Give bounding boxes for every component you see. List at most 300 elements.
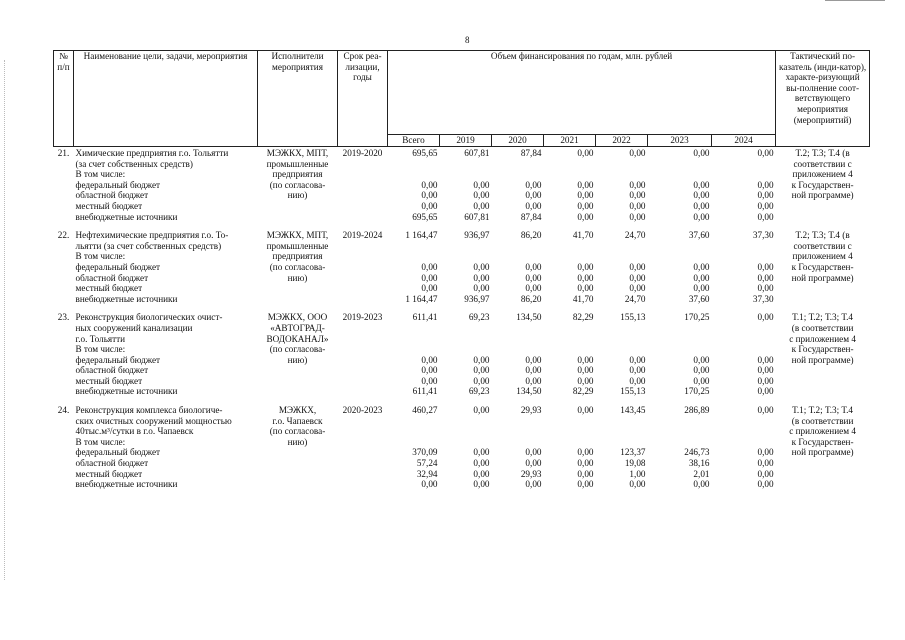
row-value: 0,00 (525, 261, 542, 272)
row-value: 0,00 (473, 190, 490, 201)
header-executors: Исполнители мероприятия (258, 51, 338, 147)
row-name-line: внебюджетные источники (75, 293, 178, 304)
row-name-line: федеральный бюджет (75, 179, 161, 190)
row-value: 0,00 (473, 405, 490, 416)
row-executor-line: (по согласова- (269, 179, 326, 190)
row-value: 0,00 (473, 179, 490, 190)
blank-line (598, 334, 646, 345)
row-executor-line: (по согласова- (269, 344, 326, 355)
row-indicator-line: ной программе) (791, 354, 854, 365)
row-name-line: местный бюджет (75, 200, 143, 211)
blank-line (442, 334, 490, 345)
row-value: 0,00 (525, 447, 542, 458)
blank-line (442, 437, 490, 448)
row-value-col (544, 405, 596, 498)
row-value: 29,93 (520, 468, 542, 479)
row-name-line: местный бюджет (75, 468, 143, 479)
row-value: 0,00 (525, 283, 542, 294)
row-value-col (648, 312, 712, 405)
row-value: 0,00 (693, 272, 710, 283)
row-value: 57,24 (416, 458, 438, 469)
row-name-line: внебюджетные источники (75, 386, 178, 397)
row-name-line: Химические предприятия г.о. Тольятти (75, 148, 229, 158)
blank-line (494, 426, 542, 437)
header-year: 2024 (712, 135, 776, 147)
row-executor-line: предприятия (272, 169, 323, 180)
blank-line (546, 251, 594, 262)
row-executor-line: промышленные (266, 240, 329, 251)
blank-line (598, 344, 646, 355)
row-value: 0,00 (629, 283, 646, 294)
header-term: Срок реа-лизации, годы (338, 51, 388, 147)
row-value: 0,00 (473, 468, 490, 479)
blank-line (598, 241, 646, 252)
row-executor-line: нию) (287, 190, 308, 201)
blank-line (714, 323, 774, 334)
blank-line (546, 344, 594, 355)
row-value-col (596, 230, 648, 312)
row-value: 0,00 (577, 447, 594, 458)
row-value-col (440, 147, 492, 231)
blank-line (546, 323, 594, 334)
row-value: 0,00 (629, 354, 646, 365)
row-name-line: федеральный бюджет (75, 261, 161, 272)
row-value: 0,00 (757, 354, 774, 365)
row-term: 2019-2020 (342, 148, 383, 158)
row-indicator-line: соответствии с (793, 158, 852, 169)
row-value: 607,81 (464, 148, 490, 158)
row-value: 37,60 (688, 293, 710, 304)
blank-line (714, 251, 774, 262)
row-value: 0,00 (693, 211, 710, 222)
row-name-line: внебюджетные источники (75, 479, 178, 490)
row-indicator-line: соответствии с (793, 240, 852, 251)
blank-line (390, 437, 438, 448)
row-value-col (712, 230, 776, 312)
row-value: 0,00 (757, 148, 774, 158)
row-value: 155,13 (620, 386, 646, 397)
row-value: 0,00 (577, 261, 594, 272)
header-funding: Объем финансирования по годам, млн. рублей (388, 51, 776, 135)
row-value: 0,00 (757, 375, 774, 386)
blank-line (546, 426, 594, 437)
blank-line (650, 334, 710, 345)
row-number: 21. (57, 148, 70, 158)
blank-line (442, 344, 490, 355)
row-value: 460,27 (412, 405, 438, 416)
row-value: 695,65 (412, 211, 438, 222)
row-name-line: областной бюджет (75, 190, 149, 201)
blank-line (714, 344, 774, 355)
row-value: 0,00 (693, 190, 710, 201)
blank-line (390, 323, 438, 334)
table-row (54, 405, 870, 498)
row-value: 0,00 (577, 179, 594, 190)
row-value: 0,00 (421, 283, 438, 294)
row-value-col (648, 147, 712, 231)
row-value: 82,29 (572, 386, 594, 397)
row-value: 37,30 (752, 230, 774, 241)
row-value: 0,00 (577, 365, 594, 376)
row-value-col (544, 230, 596, 312)
row-indicator-line: приложением 4 (792, 251, 853, 262)
row-value: 0,00 (757, 405, 774, 416)
blank-line (598, 416, 646, 427)
row-name-line: (за счет собственных средств) (75, 158, 193, 169)
blank-line (650, 344, 710, 355)
row-value: 0,00 (473, 375, 490, 386)
row-value: 0,00 (473, 354, 490, 365)
row-value-col (388, 147, 440, 231)
header-indicator: Тактический по-казатель (инди-катор), характе-ризующий вы-полнение соот-ветствующего мероприятия (мероприятий) (776, 51, 870, 147)
row-name-line: областной бюджет (75, 458, 149, 469)
row-value: 1 164,47 (405, 293, 438, 304)
row-value: 0,00 (577, 458, 594, 469)
blank-line (714, 426, 774, 437)
row-value: 0,00 (525, 200, 542, 211)
row-name (74, 405, 258, 498)
row-value: 0,00 (473, 272, 490, 283)
blank-line (650, 426, 710, 437)
row-value: 0,00 (757, 386, 774, 397)
row-indicator-line: ной программе) (791, 190, 854, 201)
row-executors (258, 312, 338, 405)
row-indicator-line: к Государствен- (791, 344, 854, 355)
row-value: 0,00 (577, 200, 594, 211)
blank-line (390, 426, 438, 437)
row-indicator-line: приложением 4 (792, 169, 853, 180)
row-value: 0,00 (757, 447, 774, 458)
row-value: 0,00 (757, 365, 774, 376)
row-value: 0,00 (525, 375, 542, 386)
row-value: 0,00 (757, 458, 774, 469)
row-name-line: В том числе: (75, 251, 126, 262)
row-value: 87,84 (520, 211, 542, 222)
row-number: 24. (57, 405, 70, 416)
blank-line (650, 159, 710, 170)
row-indicator-line: ной программе) (791, 272, 854, 283)
row-value: 0,00 (693, 261, 710, 272)
blank-line (494, 241, 542, 252)
row-number: 23. (57, 312, 70, 323)
row-indicator (776, 312, 870, 405)
row-value-col (712, 312, 776, 405)
blank-line (598, 169, 646, 180)
row-executor-line: предприятия (272, 251, 323, 262)
row-value: 0,00 (421, 354, 438, 365)
row-value: 82,29 (572, 312, 594, 323)
row-indicator-line: (в соответствии (791, 415, 854, 426)
row-value: 134,50 (516, 386, 542, 397)
blank-line (390, 241, 438, 252)
row-value: 37,60 (688, 230, 710, 241)
row-indicator-line: к Государствен- (791, 436, 854, 447)
row-value: 0,00 (421, 365, 438, 376)
row-value: 0,00 (525, 365, 542, 376)
blank-line (442, 251, 490, 262)
row-value: 2,01 (693, 468, 710, 479)
row-name-line: льятти (за счет собственных средств) (75, 240, 222, 251)
row-name-line: В том числе: (75, 169, 126, 180)
row-executor-line: МЭЖКХ, МПТ, (266, 230, 329, 241)
row-value: 0,00 (629, 211, 646, 222)
row-value-col (492, 405, 544, 498)
row-value: 0,00 (693, 283, 710, 294)
row-value-col (492, 147, 544, 231)
table-row (54, 312, 870, 405)
row-executor-line: ВОДОКАНАЛ» (266, 333, 329, 344)
row-value: 24,70 (624, 293, 646, 304)
row-value: 0,00 (525, 272, 542, 283)
blank-line (714, 159, 774, 170)
row-value: 0,00 (525, 479, 542, 490)
blank-line (442, 426, 490, 437)
row-value-col (388, 230, 440, 312)
row-value: 0,00 (629, 200, 646, 211)
blank-line (650, 323, 710, 334)
row-value: 69,23 (468, 312, 490, 323)
row-value: 0,00 (473, 365, 490, 376)
row-name-line: В том числе: (75, 436, 126, 447)
header-year: 2023 (648, 135, 712, 147)
row-value: 86,20 (520, 293, 542, 304)
row-value: 37,30 (752, 293, 774, 304)
row-value: 0,00 (629, 272, 646, 283)
row-executor-line: (по согласова- (269, 426, 326, 437)
row-value-col (596, 147, 648, 231)
row-value: 0,00 (757, 211, 774, 222)
row-value: 32,94 (416, 468, 438, 479)
row-value: 0,00 (693, 479, 710, 490)
row-value: 0,00 (577, 283, 594, 294)
row-value-col (440, 230, 492, 312)
blank-line (598, 437, 646, 448)
blank-line (494, 251, 542, 262)
row-executor-line: промышленные (266, 158, 329, 169)
row-value-col (388, 312, 440, 405)
row-value: 0,00 (421, 261, 438, 272)
row-value: 936,97 (464, 230, 490, 241)
row-executor-line: «АВТОГРАД- (270, 322, 325, 333)
row-value: 19,08 (624, 458, 646, 469)
row-value: 0,00 (577, 354, 594, 365)
row-value: 0,00 (577, 272, 594, 283)
row-name-line: областной бюджет (75, 272, 149, 283)
row-name (74, 147, 258, 231)
row-term: 2019-2023 (342, 312, 383, 323)
row-value: 0,00 (577, 148, 594, 158)
row-value: 695,65 (412, 148, 438, 158)
table-row (54, 230, 870, 312)
row-executor-line: МЭЖКХ, МПТ, (266, 148, 329, 158)
row-value: 0,00 (421, 479, 438, 490)
row-value: 29,93 (520, 405, 542, 416)
row-value: 0,00 (757, 261, 774, 272)
row-value: 41,70 (572, 293, 594, 304)
row-value: 0,00 (577, 468, 594, 479)
row-value: 41,70 (572, 230, 594, 241)
blank-line (714, 437, 774, 448)
row-value: 0,00 (629, 148, 646, 158)
row-name-line: В том числе: (75, 344, 126, 355)
row-value: 0,00 (525, 190, 542, 201)
scan-margin-marks (4, 60, 13, 580)
row-name-line: федеральный бюджет (75, 354, 161, 365)
table-body (54, 147, 870, 498)
row-value-col (712, 405, 776, 498)
row-executor-line: (по согласова- (269, 261, 326, 272)
row-value: 0,00 (693, 179, 710, 190)
table-row (54, 147, 870, 231)
blank-line (442, 169, 490, 180)
blank-line (650, 251, 710, 262)
row-value: 0,00 (629, 479, 646, 490)
blank-line (494, 169, 542, 180)
row-name-line: г.о. Тольятти (75, 333, 126, 344)
row-value: 24,70 (624, 230, 646, 241)
row-indicator-line: (в соответствии (791, 322, 854, 333)
row-value-col (544, 312, 596, 405)
row-indicator-line: с приложением 4 (789, 333, 856, 344)
blank-line (598, 251, 646, 262)
row-value: 0,00 (757, 190, 774, 201)
blank-line (390, 334, 438, 345)
row-indicator-line: ной программе) (791, 447, 854, 458)
row-indicator-line: с приложением 4 (789, 426, 856, 437)
row-indicator-line: к Государствен- (791, 179, 854, 190)
row-value: 123,37 (620, 447, 646, 458)
blank-line (546, 169, 594, 180)
row-value: 0,00 (421, 375, 438, 386)
header-year: 2021 (544, 135, 596, 147)
row-name-line: Реконструкция комплекса биологиче- (75, 405, 223, 416)
blank-line (598, 426, 646, 437)
row-value: 0,00 (577, 479, 594, 490)
row-name-line: федеральный бюджет (75, 447, 161, 458)
row-value: 0,00 (473, 479, 490, 490)
row-value-col (440, 405, 492, 498)
row-value: 69,23 (468, 386, 490, 397)
row-value: 0,00 (473, 283, 490, 294)
row-name-line: Нефтехимические предприятия г.о. То- (75, 230, 229, 241)
row-value: 286,89 (684, 405, 710, 416)
blank-line (390, 159, 438, 170)
blank-line (494, 159, 542, 170)
row-indicator (776, 230, 870, 312)
row-executor-line: нию) (287, 354, 308, 365)
blank-line (442, 416, 490, 427)
blank-line (442, 241, 490, 252)
row-value: 0,00 (693, 365, 710, 376)
row-name-line: областной бюджет (75, 365, 149, 376)
row-name-line: внебюджетные источники (75, 211, 178, 222)
blank-line (546, 437, 594, 448)
row-name-line: местный бюджет (75, 375, 143, 386)
row-value: 0,00 (629, 261, 646, 272)
row-value-col (648, 405, 712, 498)
blank-line (714, 169, 774, 180)
row-value: 0,00 (757, 312, 774, 323)
blank-line (390, 251, 438, 262)
blank-line (650, 241, 710, 252)
row-value: 170,25 (684, 312, 710, 323)
row-name-line: Реконструкция биологических очист- (75, 312, 223, 323)
row-value: 86,20 (520, 230, 542, 241)
row-value-col (492, 230, 544, 312)
row-value: 87,84 (520, 148, 542, 158)
financing-table (53, 50, 870, 498)
header-year: 2022 (596, 135, 648, 147)
row-value: 1,00 (629, 468, 646, 479)
row-executor-line: нию) (287, 436, 308, 447)
row-value-col (712, 147, 776, 231)
header-year: 2019 (440, 135, 492, 147)
blank-line (650, 416, 710, 427)
blank-line (390, 416, 438, 427)
blank-line (598, 323, 646, 334)
blank-line (390, 169, 438, 180)
row-value: 0,00 (757, 179, 774, 190)
row-value: 134,50 (516, 312, 542, 323)
row-name-line: ных сооружений канализации (75, 322, 193, 333)
row-value-col (388, 405, 440, 498)
row-value: 143,45 (620, 405, 646, 416)
header-year: Всего (388, 135, 440, 147)
row-value-col (544, 147, 596, 231)
blank-line (494, 334, 542, 345)
row-value: 0,00 (629, 365, 646, 376)
blank-line (442, 323, 490, 334)
row-value: 1 164,47 (405, 230, 438, 241)
row-indicator (776, 147, 870, 231)
row-value-col (596, 312, 648, 405)
row-executor-line: МЭЖКХ, (278, 405, 317, 416)
row-name-line: местный бюджет (75, 283, 143, 294)
table-header (54, 51, 870, 147)
blank-line (714, 241, 774, 252)
row-value: 0,00 (473, 447, 490, 458)
row-value: 0,00 (473, 458, 490, 469)
blank-line (494, 323, 542, 334)
header-name: Наименование цели, задачи, мероприятия (74, 51, 258, 147)
page-number: 8 (465, 35, 470, 45)
row-indicator-line: к Государствен- (791, 261, 854, 272)
blank-line (390, 344, 438, 355)
row-value: 607,81 (464, 211, 490, 222)
row-value-col (596, 405, 648, 498)
row-value: 170,25 (684, 386, 710, 397)
row-value: 246,73 (684, 447, 710, 458)
row-executors (258, 405, 338, 498)
row-value: 0,00 (525, 458, 542, 469)
row-value: 0,00 (421, 200, 438, 211)
row-value: 0,00 (525, 354, 542, 365)
row-value: 0,00 (693, 148, 710, 158)
row-number: 22. (57, 230, 70, 241)
blank-line (494, 437, 542, 448)
row-executors (258, 230, 338, 312)
row-value: 0,00 (577, 375, 594, 386)
row-name-line: 40тыс.м³/сутки в г.о. Чапаевск (75, 426, 194, 437)
scan-corner-mark (825, 0, 885, 1)
row-term: 2020-2023 (342, 405, 383, 416)
row-name-line: ских очистных сооружений мощностью (75, 415, 232, 426)
row-value: 0,00 (473, 261, 490, 272)
row-value: 0,00 (577, 405, 594, 416)
row-value: 0,00 (629, 190, 646, 201)
row-executor-line: г.о. Чапаевск (272, 415, 323, 426)
row-term: 2019-2024 (342, 230, 383, 241)
